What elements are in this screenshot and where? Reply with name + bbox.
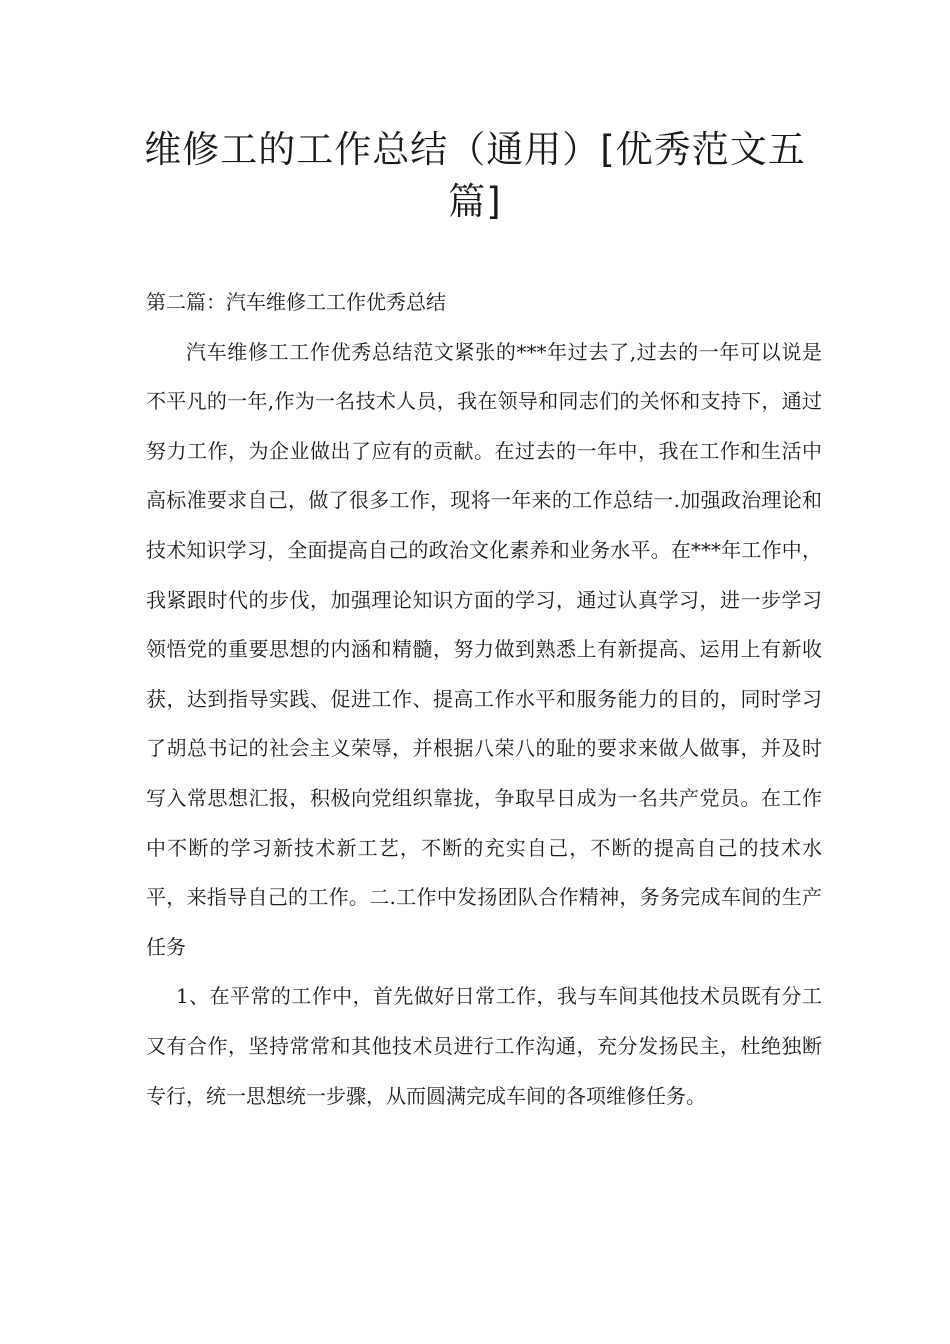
- paragraph: 1、在平常的工作中，首先做好日常工作，我与车间其他技术员既有分工又有合作，坚持常常和其他技术员进行工作沟通，充分发扬民主，杜绝独断专行，统一思想统一步骤，从而圆满完成车间的各项维修任务。: [146, 984, 822, 1108]
- section-heading: 第二篇：汽车维修工工作优秀总结: [146, 290, 446, 314]
- paragraph: 汽车维修工工作优秀总结范文紧张的***年过去了,过去的一年可以说是不平凡的一年,作为一名技术人员，我在领导和同志们的关怀和支持下，通过努力工作，为企业做出了应有的贡献。在过去的一年中，我在工作和生活中高标准要求自己，做了很多工作，现将一年来的工作总结一.加强政治理论和技术知识学习，全面提高自己的政治文化素养和业务水平。在***年工作中，我紧跟时代的步伐，加强理论知识方面的学习，通过认真学习，进一步学习领悟党的重要思想的内涵和精髓，努力做到熟悉上有新提高、运用上有新收获，达到指导实践、促进工作、提高工作水平和服务能力的目的，同时学习了胡总书记的社会主义荣辱，并根据八荣八的耻的要求来做人做事，并及时写入常思想汇报，积极向党组织靠拢，争取早日成为一名共产党员。在工作中不断的学习新技术新工艺，不断的充实自己，不断的提高自己的技术水平，来指导自己的工作。二.工作中发扬团队合作精神，务务完成车间的生产任务: [146, 339, 822, 959]
- document-title: 维修工的工作总结（通用）[优秀范文五篇]: [144, 128, 806, 223]
- document-body: [146, 278, 822, 1121]
